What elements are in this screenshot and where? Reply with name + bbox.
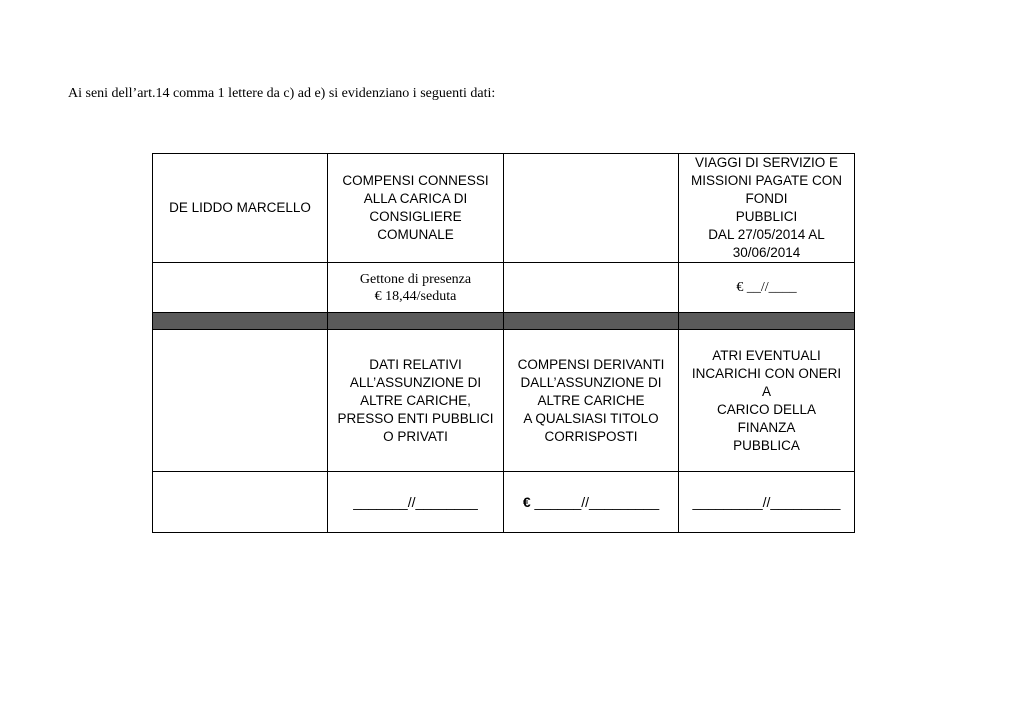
- separator-row: [153, 313, 855, 330]
- separator-cell: [679, 313, 855, 330]
- intro-text: Ai seni dell’art.14 comma 1 lettere da c) ad e) si evidenziano i seguenti dati:: [68, 86, 496, 101]
- cell-compensi-derivanti-value: [504, 472, 679, 533]
- separator-cell: [504, 313, 679, 330]
- table-row: [153, 472, 855, 533]
- header-altri-incarichi: ATRI EVENTUALI INCARICHI CON ONERI A CARICO DELLA FINANZA PUBBLICA: [679, 330, 855, 472]
- header-dati-relativi: DATI RELATIVI ALL’ASSUNZIONE DI ALTRE CARICHE, PRESSO ENTI PUBBLICI O PRIVATI: [328, 330, 504, 472]
- empty-cell: [504, 263, 679, 313]
- table-row: [153, 330, 855, 472]
- header-viaggi-servizio: VIAGGI DI SERVIZIO E MISSIONI PAGATE CON FONDI PUBBLICI DAL 27/05/2014 AL 30/06/2014: [679, 154, 855, 263]
- councillor-name: DE LIDDO MARCELLO: [153, 154, 328, 263]
- header-compensi-connessi: COMPENSI CONNESSI ALLA CARICA DI CONSIGLIERE COMUNALE: [328, 154, 504, 263]
- data-table: [152, 153, 855, 533]
- empty-cell: [153, 472, 328, 533]
- cell-gettone: [328, 263, 504, 313]
- empty-cell: [153, 263, 328, 313]
- cell-viaggi-amount: € __//____: [679, 263, 855, 313]
- blank-altri-incarichi: _________//_________: [679, 472, 855, 533]
- separator-cell: [328, 313, 504, 330]
- gettone-amount: € 18,44/seduta: [374, 288, 457, 304]
- euro-sign: €: [522, 494, 531, 510]
- blank-compensi-derivanti: ______//_________: [534, 494, 660, 510]
- separator-cell: [153, 313, 328, 330]
- gettone-label: Gettone di presenza: [359, 271, 472, 287]
- empty-cell: [504, 154, 679, 263]
- header-compensi-derivanti: COMPENSI DERIVANTI DALL’ASSUNZIONE DI ALTRE CARICHE A QUALSIASI TITOLO CORRISPOSTI: [504, 330, 679, 472]
- table-row: [153, 263, 855, 313]
- blank-dati-relativi: _______//________: [328, 472, 504, 533]
- table-row: [153, 154, 855, 263]
- empty-cell: [153, 330, 328, 472]
